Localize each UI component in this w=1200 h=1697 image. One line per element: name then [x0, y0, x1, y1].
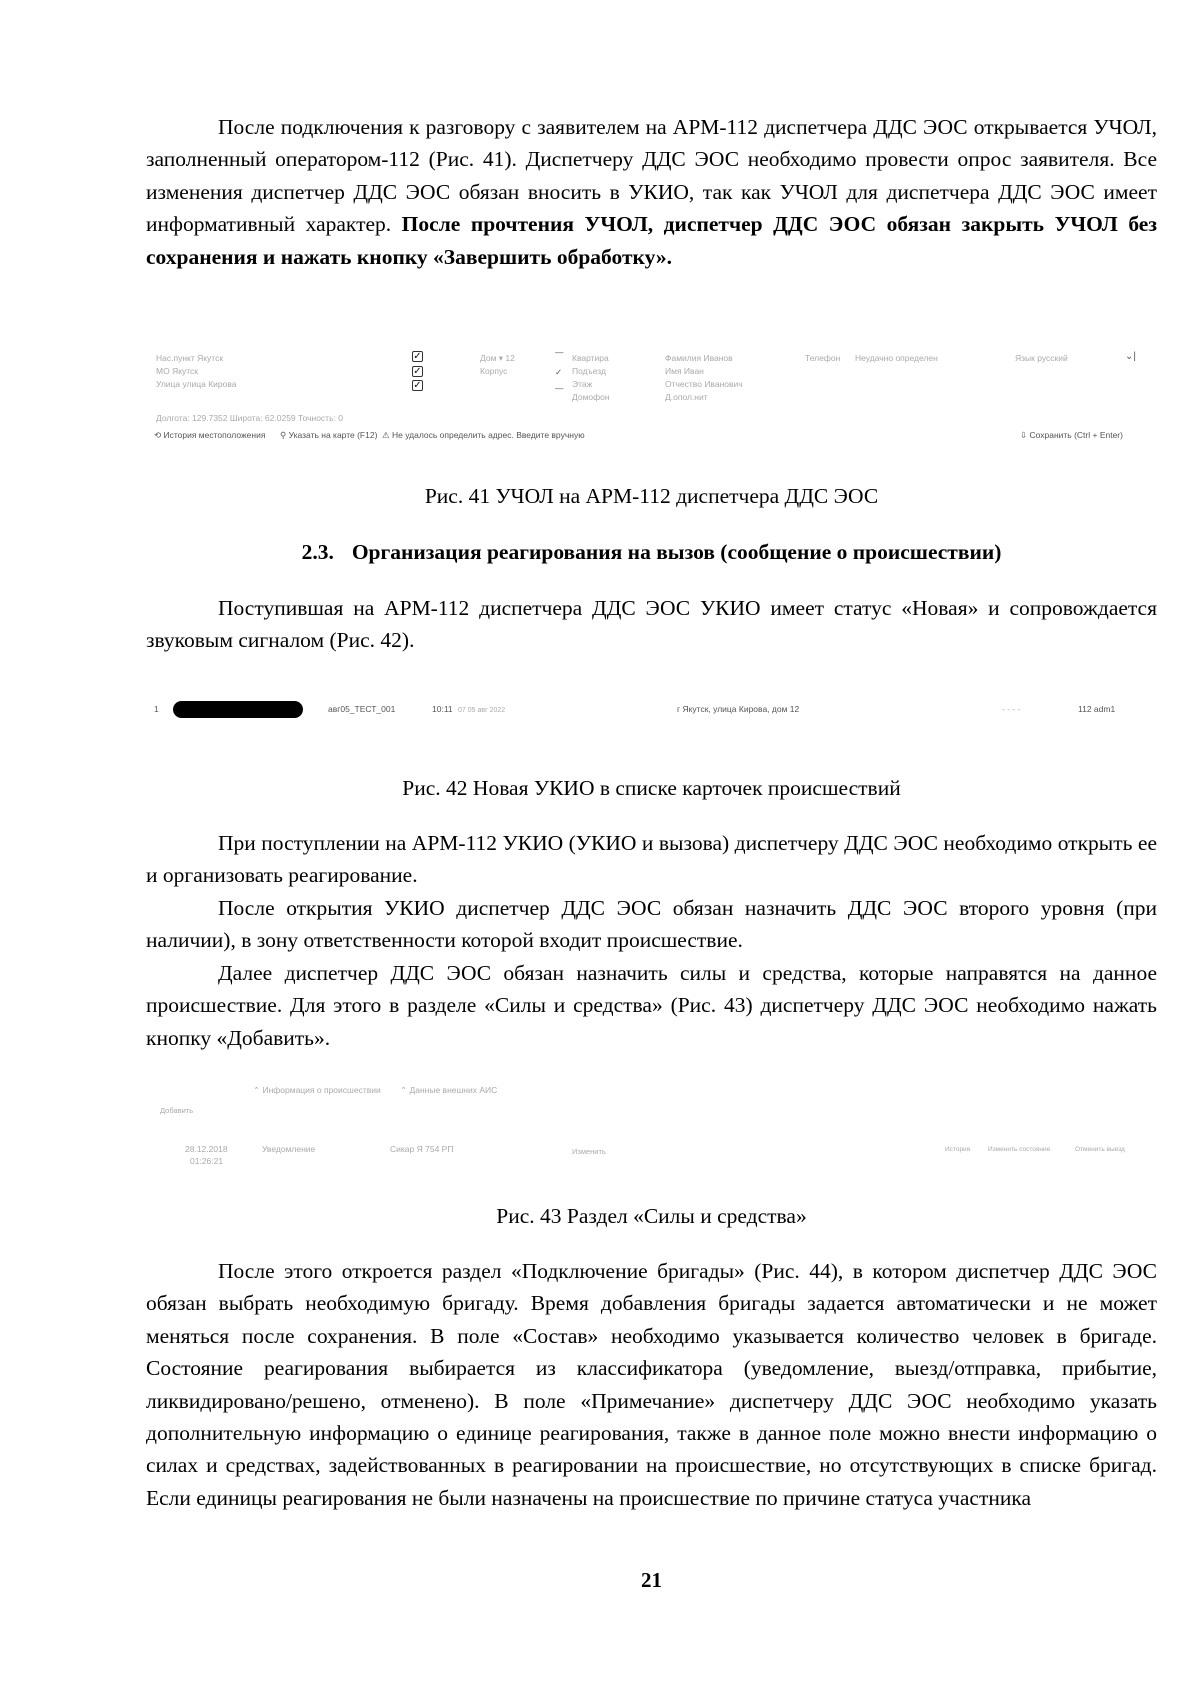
- redacted-block: [173, 701, 303, 718]
- history-link[interactable]: ⟲ История местоположения: [154, 430, 266, 440]
- field-extra[interactable]: Д.опол.нит: [665, 392, 708, 402]
- field-floor[interactable]: Этаж: [572, 379, 593, 389]
- card-time: 10:11: [432, 704, 453, 714]
- unit-name: Сикар Я 754 РП: [390, 1144, 454, 1154]
- checkbox-mo[interactable]: ✓: [413, 366, 422, 377]
- paragraph-3: При поступлении на АРМ-112 УКИО (УКИО и вызова) диспетчеру ДДС ЭОС необходимо открыть ее и организовать реагирование.: [146, 831, 1157, 888]
- field-patronymic[interactable]: Отчество Иванович: [665, 379, 743, 389]
- paragraph-5: Далее диспетчер ДДС ЭОС обязан назначить силы и средства, которые направятся на данное происшествие. Для этого в разделе «Силы и средства» (Рис. 43) диспетчеру ДДС ЭОС необходимо нажать кнопку «Добавить».: [146, 961, 1157, 1050]
- unit-time: 01:26:21: [190, 1156, 224, 1166]
- field-language[interactable]: Язык русский: [1015, 353, 1068, 363]
- field-street: Улица улица Кирова: [156, 379, 237, 389]
- field-phone[interactable]: Телефон: [805, 353, 841, 363]
- unit-date: 28.12.2018: [185, 1144, 228, 1154]
- field-name[interactable]: Имя Иван: [665, 366, 704, 376]
- history-action[interactable]: История: [945, 1146, 971, 1153]
- save-button[interactable]: ⇩ Сохранить (Ctrl + Enter): [1020, 430, 1123, 440]
- card-address: г Якутск, улица Кирова, дом 12: [677, 704, 800, 714]
- checkbox-settlement[interactable]: ✓: [413, 351, 422, 362]
- cancel-departure-action[interactable]: Отменить выезд: [1075, 1146, 1125, 1153]
- paragraph-2: Поступившая на АРМ-112 диспетчера ДДС ЭОС УКИО имеет статус «Новая» и сопровождается звуковым сигналом (Рис. 42).: [146, 596, 1157, 653]
- section-title: Организация реагирования на вызов (сообщение о происшествии): [351, 540, 1002, 564]
- card-id[interactable]: авг05_ТЕСТ_001: [328, 704, 396, 714]
- check-mark-icon: ✓: [555, 367, 563, 377]
- dash-mark-2: —: [555, 383, 564, 393]
- chevron-down-icon[interactable]: ⌄|: [1125, 351, 1136, 362]
- field-house[interactable]: Дом ▾ 12: [480, 353, 515, 363]
- checkbox-street[interactable]: ✓: [413, 380, 422, 391]
- fig41-caption: Рис. 41 УЧОЛ на АРМ-112 диспетчера ДДС ЭОС: [424, 484, 879, 508]
- fig43-caption: Рис. 43 Раздел «Силы и средства»: [496, 1204, 807, 1228]
- paragraph-1-text: После подключения к разговору с заявителем на АРМ-112 диспетчера ДДС ЭОС открывается УЧОЛ, заполненный оператором-112 (Рис. 41). Диспетчеру ДДС ЭОС необходимо провести опрос заявителя. Все изменения диспетчер ДДС ЭОС обязан вносить в УКИО, так как УЧОЛ для диспетчера ДДС ЭОС имеет информативный характер.: [146, 115, 1157, 237]
- field-entrance[interactable]: Подъезд: [572, 366, 606, 376]
- paragraph-1-bold: После прочтения УЧОЛ, диспетчер ДДС ЭОС обязан закрыть УЧОЛ без сохранения и нажать кнопку «Завершить обработку».: [146, 212, 1157, 269]
- warning-text: ⚠ Не удалось определить адрес. Введите вручную: [382, 430, 585, 440]
- change-state-action[interactable]: Изменить состояние: [988, 1146, 1051, 1153]
- coordinates: Долгота: 129.7352 Широта: 62.0259 Точность: 0: [156, 413, 343, 423]
- unit-status: Уведомление: [262, 1144, 316, 1154]
- card-date: 07 05 авг 2022: [458, 707, 506, 714]
- change-link[interactable]: Изменить: [572, 1147, 606, 1156]
- field-mo: МО Якутск: [156, 366, 199, 376]
- field-phone-value: Неудачно определен: [855, 353, 938, 363]
- fig42-screenshot: [150, 698, 1150, 722]
- fig42-caption: Рис. 42 Новая УКИО в списке карточек происшествий: [402, 776, 901, 800]
- field-surname[interactable]: Фамилия Иванов: [665, 353, 733, 363]
- dash-mark: —: [555, 347, 564, 357]
- section-heading: [146, 537, 1157, 567]
- section-number: 2.3.: [301, 540, 334, 564]
- card-user: 112 adm1: [1078, 704, 1116, 714]
- fig43-screenshot: [150, 1082, 1150, 1172]
- tab-external-ais[interactable]: ⌃ Данные внешних АИС: [400, 1085, 498, 1095]
- field-intercom[interactable]: Домофон: [572, 392, 610, 402]
- field-building[interactable]: Корпус: [480, 366, 508, 376]
- field-settlement: Нас.пункт Якутск: [156, 353, 224, 363]
- tab-incident-info[interactable]: ⌃ Информация о происшествии: [253, 1085, 381, 1095]
- row-index: 1: [154, 704, 159, 714]
- add-button[interactable]: Добавить: [160, 1106, 194, 1115]
- page-number: 21: [641, 1568, 662, 1592]
- paragraph-4: После открытия УКИО диспетчер ДДС ЭОС обязан назначить ДДС ЭОС второго уровня (при наличии), в зону ответственности которой входит происшествие.: [146, 896, 1157, 953]
- paragraph-6: После этого откроется раздел «Подключение бригады» (Рис. 44), в котором диспетчер ДДС ЭОС обязан выбрать необходимую бригаду. Время добавления бригады задается автоматически и не может меняться после сохранения. В поле «Состав» необходимо указывается количество человек в бригаде. Состояние реагирования выбирается из классификатора (уведомление, выезд/отправка, прибытие, ликвидировано/решено, отменено). В поле «Примечание» диспетчеру ДДС ЭОС необходимо указать дополнительную информацию о единице реагирования, также в данное поле можно внести информацию о силах и средствах, задействованных в реагировании на происшествие, но отсутствующих в списке бригад. Если единицы реагирования не были назначены на происшествие по причине статуса участника: [146, 1259, 1157, 1510]
- card-dashes: - - - -: [1002, 704, 1021, 714]
- map-link[interactable]: ⚲ Указать на карте (F12): [280, 430, 378, 440]
- field-apartment[interactable]: Квартира: [572, 353, 609, 363]
- paragraph-1: [146, 111, 1157, 273]
- fig41-screenshot: [150, 345, 1150, 445]
